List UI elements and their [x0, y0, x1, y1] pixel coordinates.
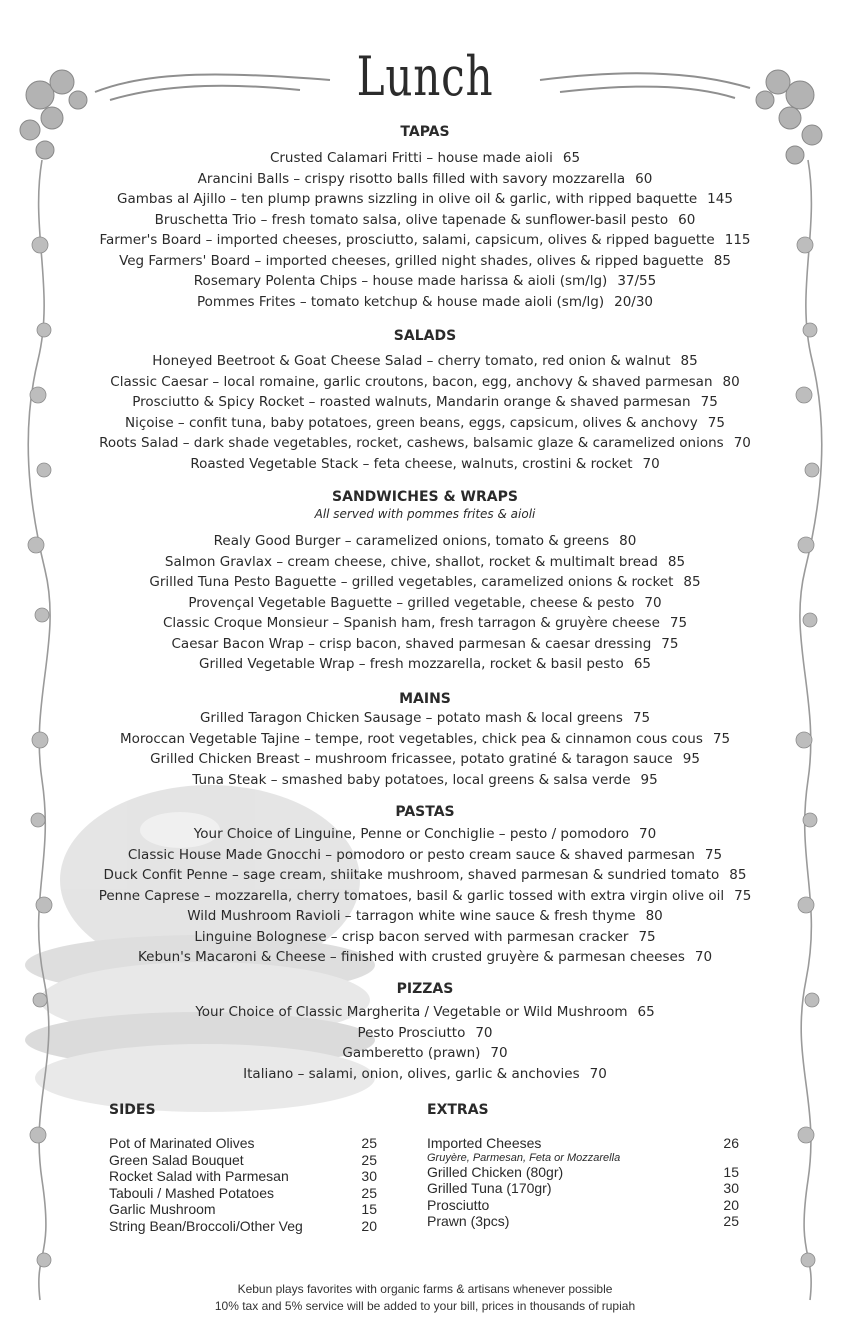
pastas-list [0, 824, 850, 968]
footer-note: Kebun plays favorites with organic farms & artisans whenever possible [237, 1282, 613, 1296]
list-item [0, 372, 850, 393]
list-item [427, 1180, 739, 1197]
item-price: 80 [722, 373, 740, 390]
item-price: 70 [644, 594, 662, 611]
list-item [0, 770, 850, 791]
sandwiches-heading: SANDWICHES & WRAPS [332, 489, 518, 505]
item-price: 95 [640, 771, 658, 788]
item-price: 75 [632, 710, 651, 726]
item-text: Rocket Salad with Parmesan [109, 1168, 289, 1184]
item-price: 60 [678, 211, 696, 228]
list-item [0, 749, 850, 770]
item-price: 70 [589, 1065, 607, 1082]
list-item [109, 1152, 377, 1169]
item-price: 70 [733, 435, 751, 451]
item-note: Gruyère, Parmesan, Feta or Mozzarella [427, 1151, 621, 1164]
list-item [109, 1201, 377, 1218]
list-item [0, 413, 850, 434]
list-item [0, 906, 850, 927]
item-text: Imported Cheeses [427, 1135, 542, 1151]
list-item [0, 572, 850, 593]
list-item [0, 1064, 850, 1085]
item-price: 15 [361, 1201, 377, 1217]
item-text: Your Choice of Classic Margherita / Vegetable or Wild Mushroom [195, 1004, 628, 1020]
item-price: 80 [619, 533, 637, 549]
item-price: 95 [682, 751, 700, 767]
list-item [0, 613, 850, 634]
item-text: Your Choice of Linguine, Penne or Conchiglie – pesto / pomodoro [193, 826, 630, 842]
item-text: Grilled Vegetable Wrap – fresh mozzarella, rocket & basil pesto [198, 656, 624, 672]
list-item [0, 927, 850, 948]
item-text: Crusted Calamari Fritti – house made aioli [269, 150, 553, 166]
list-item [109, 1135, 377, 1152]
item-text: Grilled Tuna (170gr) [427, 1180, 552, 1196]
item-price: 75 [700, 394, 718, 410]
item-text: Salmon Gravlax – cream cheese, chive, shallot, rocket & multimalt bread [164, 553, 658, 570]
list-item [0, 947, 850, 968]
item-text: Roots Salad – dark shade vegetables, rocket, cashews, balsamic glaze & caramelized onions [99, 435, 724, 451]
list-item [0, 654, 850, 675]
mains-heading: MAINS [399, 691, 451, 707]
item-text: Pot of Marinated Olives [109, 1135, 255, 1151]
item-text: Bruschetta Trio – fresh tomato salsa, olive tapenade & sunflower-basil pesto [154, 211, 669, 228]
item-text: Tuna Steak – smashed baby potatoes, local greens & salsa verde [192, 771, 631, 788]
item-price: 75 [704, 846, 723, 863]
item-text: Penne Caprese – mozzarella, cherry tomatoes, basil & garlic tossed with extra virgin olive oil [98, 887, 725, 904]
item-price: 65 [637, 1004, 655, 1020]
list-item [0, 251, 850, 272]
menu-title: Lunch [356, 45, 494, 108]
list-item [0, 210, 850, 231]
item-text: Realy Good Burger – caramelized onions, tomato & greens [213, 533, 610, 549]
item-price: 75 [707, 414, 725, 431]
item-text: Duck Confit Penne – sage cream, shiitake mushroom, shaved parmesan & sundried tomato [103, 867, 720, 883]
item-price: 15 [723, 1163, 739, 1180]
item-price: 25 [361, 1184, 377, 1201]
mains-list [0, 708, 850, 790]
item-price: 25 [723, 1213, 739, 1229]
tapas-heading: TAPAS [400, 124, 450, 140]
item-price: 70 [642, 455, 660, 472]
item-text: Prosciutto [427, 1196, 490, 1213]
item-text: Provençal Vegetable Baguette – grilled vegetable, cheese & pesto [188, 594, 635, 611]
item-text: Pommes Frites – tomato ketchup & house made aioli (sm/lg) [196, 293, 605, 310]
sides-list [109, 1135, 377, 1234]
item-text: Grilled Tuna Pesto Baguette – grilled vegetables, caramelized onions & rocket [149, 574, 674, 590]
item-text: Classic Croque Monsieur – Spanish ham, fresh tarragon & gruyère cheese [162, 615, 660, 631]
item-price: 145 [707, 191, 733, 207]
item-text: Green Salad Bouquet [109, 1151, 244, 1168]
item-price: 75 [712, 730, 731, 747]
list-item [427, 1164, 739, 1181]
item-text: Pesto Prosciutto [357, 1024, 466, 1041]
list-item [0, 729, 850, 750]
item-text: Farmer's Board – imported cheeses, prosciutto, salami, capsicum, olives & ripped baguette [99, 232, 715, 248]
list-item [0, 292, 850, 313]
item-price: 75 [638, 928, 656, 945]
item-text: String Bean/Broccoli/Other Veg [109, 1217, 303, 1234]
list-item [427, 1213, 739, 1230]
list-item [427, 1197, 739, 1214]
item-text: Italiano – salami, onion, olives, garlic & anchovies [243, 1065, 580, 1082]
tapas-list [0, 148, 850, 312]
item-text: Honeyed Beetroot & Goat Cheese Salad – cherry tomato, red onion & walnut [152, 353, 671, 369]
item-price: 85 [683, 574, 701, 590]
list-item [0, 634, 850, 655]
list-item [0, 886, 850, 907]
list-item [109, 1185, 377, 1202]
item-price: 60 [635, 170, 653, 187]
item-price: 85 [713, 252, 731, 269]
list-item [0, 433, 850, 454]
item-price: 25 [361, 1151, 377, 1168]
item-price: 70 [694, 949, 713, 965]
list-item [0, 593, 850, 614]
item-text: Prosciutto & Spicy Rocket – roasted walnuts, Mandarin orange & shaved parmesan [132, 394, 691, 410]
list-item [0, 531, 850, 552]
list-item [427, 1135, 739, 1152]
item-price: 37/55 [617, 273, 657, 289]
item-price: 75 [661, 635, 679, 652]
sides-heading: SIDES [109, 1102, 156, 1118]
item-text: Tabouli / Mashed Potatoes [109, 1184, 274, 1201]
list-item [0, 1043, 850, 1064]
list-item [0, 271, 850, 292]
item-text: Classic Caesar – local romaine, garlic croutons, bacon, egg, anchovy & shaved parmesan [110, 373, 713, 390]
item-price: 20 [723, 1196, 739, 1213]
item-price: 70 [490, 1045, 508, 1061]
item-text: Linguine Bolognese – crisp bacon served with parmesan cracker [194, 928, 629, 945]
list-item [0, 454, 850, 475]
item-price: 30 [723, 1180, 739, 1196]
sandwiches-list [0, 531, 850, 675]
list-item [0, 169, 850, 190]
salads-heading: SALADS [393, 328, 457, 344]
sandwiches-subheading: All served with pommes frites & aioli [314, 507, 536, 521]
item-text: Grilled Chicken Breast – mushroom fricassee, potato gratiné & taragon sauce [150, 751, 673, 767]
item-text: Rosemary Polenta Chips – house made harissa & aioli (sm/lg) [193, 273, 608, 289]
extras-list [427, 1135, 739, 1230]
item-text: Garlic Mushroom [109, 1201, 216, 1217]
pastas-heading: PASTAS [395, 804, 455, 820]
item-price: 25 [361, 1135, 377, 1151]
item-price: 70 [639, 826, 657, 842]
item-price: 75 [734, 887, 752, 904]
list-item [0, 824, 850, 845]
item-text: Veg Farmers' Board – imported cheeses, grilled night shades, olives & ripped baguette [119, 252, 704, 269]
list-item [109, 1218, 377, 1235]
item-price: 85 [680, 353, 698, 369]
item-text: Prawn (3pcs) [427, 1213, 510, 1229]
item-price: 65 [562, 150, 581, 166]
item-text: Wild Mushroom Ravioli – tarragon white wine sauce & fresh thyme [187, 908, 636, 924]
item-text: Arancini Balls – crispy risotto balls filled with savory mozzarella [197, 170, 626, 187]
corner-grapes-left [20, 70, 87, 159]
list-item [0, 1023, 850, 1044]
list-item [0, 865, 850, 886]
item-text: Gambas al Ajillo – ten plump prawns sizzling in olive oil & garlic, with ripped baquette [117, 191, 698, 207]
item-price: 80 [645, 908, 663, 924]
item-text: Grilled Chicken (80gr) [427, 1163, 564, 1180]
item-price: 26 [723, 1135, 739, 1151]
item-price: 70 [475, 1024, 493, 1041]
item-price: 20/30 [614, 293, 654, 310]
pizzas-list [0, 1002, 850, 1084]
list-item [0, 189, 850, 210]
item-text: Roasted Vegetable Stack – feta cheese, walnuts, crostini & rocket [190, 455, 633, 472]
salads-list [0, 351, 850, 474]
item-price: 65 [633, 656, 651, 672]
list-item [0, 351, 850, 372]
list-item [0, 230, 850, 251]
item-text: Grilled Taragon Chicken Sausage – potato mash & local greens [199, 710, 623, 726]
list-item [0, 1002, 850, 1023]
item-price: 20 [361, 1217, 377, 1234]
item-price: 85 [729, 867, 747, 883]
extras-heading: EXTRAS [427, 1102, 489, 1118]
item-text: Classic House Made Gnocchi – pomodoro or pesto cream sauce & shaved parmesan [127, 846, 695, 863]
list-item [0, 845, 850, 866]
item-price: 75 [669, 615, 688, 631]
item-price: 85 [667, 553, 686, 570]
item-text: Kebun's Macaroni & Cheese – finished with crusted gruyère & parmesan cheeses [137, 949, 685, 965]
item-text: Niçoise – confit tuna, baby potatoes, green beans, eggs, capsicum, olives & anchovy [125, 414, 698, 431]
list-item [0, 148, 850, 169]
item-price: 115 [724, 232, 751, 248]
pizzas-heading: PIZZAS [396, 981, 454, 997]
list-item [0, 392, 850, 413]
item-text: Gamberetto (prawn) [342, 1045, 481, 1061]
list-item [109, 1168, 377, 1185]
list-item [0, 552, 850, 573]
item-text: Caesar Bacon Wrap – crisp bacon, shaved parmesan & caesar dressing [171, 635, 652, 652]
list-item [0, 708, 850, 729]
item-text: Moroccan Vegetable Tajine – tempe, root vegetables, chick pea & cinnamon cous cous [119, 730, 703, 747]
item-price: 30 [361, 1168, 377, 1184]
footer-tax-note: 10% tax and 5% service will be added to your bill, prices in thousands of rupiah [214, 1299, 636, 1313]
